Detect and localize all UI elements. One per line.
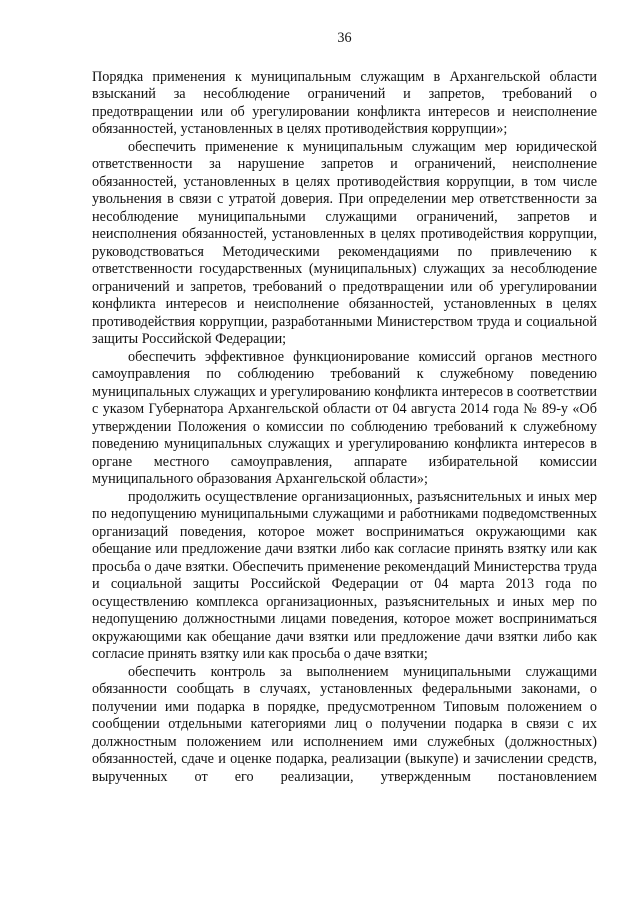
- paragraph-5: обеспечить контроль за выполнением муниципальными служащими обязанности сообщать в случаях, установленных федеральными законами, о получении ими подарка в порядке, предусмотренном Типовым положением о сообщении отдельными категориями лиц о получении подарка в связи с их должностным положением или исполнением ими служебных (должностных) обязанностей, сдаче и оценке подарка, реализации (выкупе) и зачислении средств, вырученных от его реализации, утвержденным постановлением: [92, 663, 597, 785]
- paragraph-4: продолжить осуществление организационных, разъяснительных и иных мер по недопущению муниципальными служащими и работниками подведомственных организаций поведения, которое может восприниматься окружающими как обещание или предложение дачи взятки либо как согласие принять взятку или как просьба о даче взятки. Обеспечить применение рекомендаций Министерства труда и социальной защиты Российской Федерации от 04 марта 2013 года по осуществлению комплекса организационных, разъяснительных и иных мер по недопущению должностными лицами поведения, которое может восприниматься окружающими как обещание дачи взятки или предложение дачи взятки либо как согласие принять взятку или как просьба о даче взятки;: [92, 488, 597, 662]
- paragraph-1: Порядка применения к муниципальным служащим в Архангельской области взысканий за несоблюдение ограничений и запретов, требований о предотвращении или об урегулировании конфликта интересов и неисполнение обязанностей, установленных в целях противодействия коррупции»;: [92, 68, 597, 137]
- page-number: 36: [337, 30, 352, 46]
- document-page: [92, 30, 597, 786]
- paragraph-3: обеспечить эффективное функционирование комиссий органов местного самоуправления по соблюдению требований к служебному поведению муниципальных служащих и урегулированию конфликта интересов в соответствии с указом Губернатора Архангельской области от 04 августа 2014 года № 89-у «Об утверждении Положения о комиссии по соблюдению требований к служебному поведению муниципальных служащих и урегулированию конфликта интересов в органе местного самоуправления, аппарате избирательной комиссии муниципального образования Архангельской области»;: [92, 348, 597, 487]
- paragraph-2: обеспечить применение к муниципальным служащим мер юридической ответственности за нарушение запретов и ограничений, неисполнение обязанностей, установленных в целях противодействия коррупции, в том числе увольнения в связи с утратой доверия. При определении мер ответственности за несоблюдение муниципальными служащими ограничений, запретов и неисполнения обязанностей, установленных в целях противодействия коррупции, руководствоваться Методическими рекомендациями по привлечению к ответственности государственных (муниципальных) служащих за несоблюдение ограничений и запретов, требований о предотвращении или об урегулировании конфликта интересов и неисполнение обязанностей, установленных в целях противодействия коррупции, разработанными Министерством труда и социальной защиты Российской Федерации;: [92, 138, 597, 347]
